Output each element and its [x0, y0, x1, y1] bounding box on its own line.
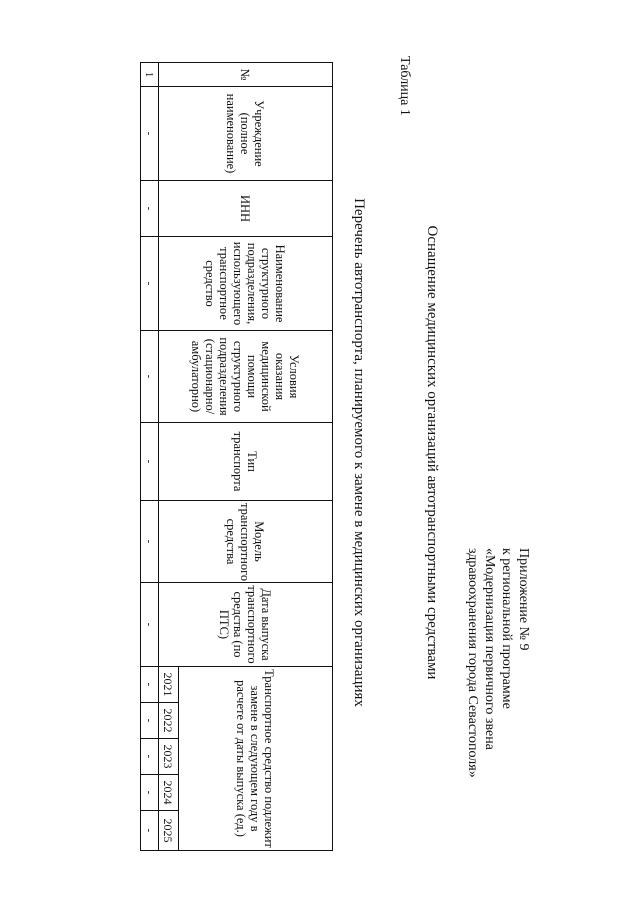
cell-transport-type: -	[141, 423, 159, 501]
cell-subdivision: -	[141, 237, 159, 331]
appendix-line-1: Приложение № 9	[516, 548, 531, 651]
header-model: Модель транспортного средства	[159, 501, 333, 583]
header-conditions: Условия оказания медицинской помощи структурного подразделения (стационарно/ амбулаторно)	[159, 331, 333, 423]
header-replacement: Транспортное средство подлежит замене в следующем году в расчете от даты выпуска (ед.)	[179, 667, 333, 851]
header-inn: ИНН	[159, 181, 333, 237]
cell-inn: -	[141, 181, 159, 237]
cell-num: 1	[141, 63, 159, 87]
appendix-line-4: здравоохранения города Севастополя»	[465, 548, 480, 778]
cell-2023: -	[141, 739, 159, 775]
header-year-2022: 2022	[159, 703, 179, 739]
document-title: Оснащение медицинских организаций автотранспортными средствами	[424, 225, 440, 680]
header-institution: Учреждение (полное наименование)	[159, 87, 333, 181]
appendix-block	[464, 548, 532, 888]
cell-2025: -	[141, 811, 159, 851]
header-transport-type: Тип транспорта	[159, 423, 333, 501]
header-year-2025: 2025	[159, 811, 179, 851]
cell-2024: -	[141, 775, 159, 811]
header-year-2024: 2024	[159, 775, 179, 811]
header-release-date: Дата выпуска транспортного средства (по ПТС)	[159, 583, 333, 667]
cell-2021: -	[141, 667, 159, 703]
header-num: №	[159, 63, 333, 87]
header-year-2023: 2023	[159, 739, 179, 775]
appendix-line-2: к региональной программе	[499, 548, 514, 709]
header-year-2021: 2021	[159, 667, 179, 703]
appendix-line-3: «Модернизация первичного звена	[482, 548, 497, 750]
cell-2022: -	[141, 703, 159, 739]
cell-release-date: -	[141, 583, 159, 667]
vehicle-table	[140, 62, 333, 851]
header-subdivision: Наименование структурного подразделения, использующего транспортное средство	[159, 237, 333, 331]
table-row	[141, 63, 159, 851]
cell-institution: -	[141, 87, 159, 181]
cell-model: -	[141, 501, 159, 583]
table-label: Таблица 1	[397, 56, 412, 116]
list-title: Перечень автотранспорта, планируемого к замене в медицинских организациях	[351, 198, 367, 707]
cell-conditions: -	[141, 331, 159, 423]
